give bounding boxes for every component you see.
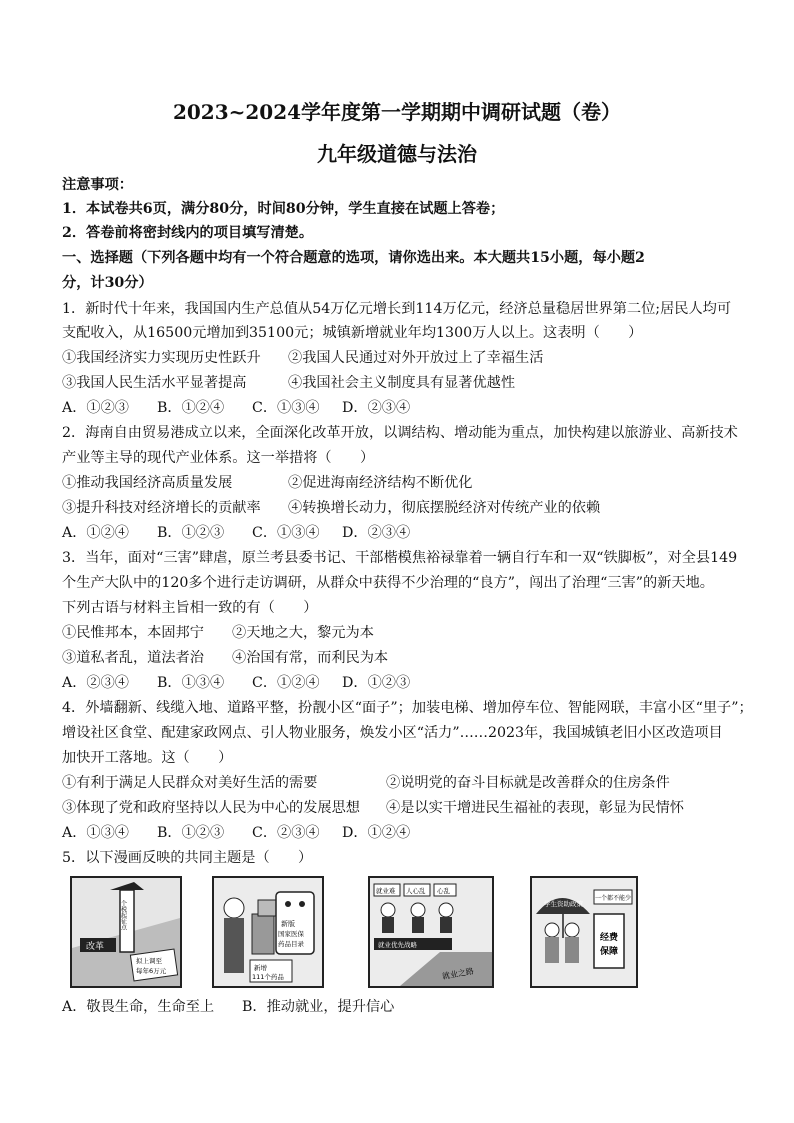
q4-choice-d[interactable]: D．①②④ <box>342 825 411 841</box>
q2-choice-d[interactable]: D．②③④ <box>342 525 411 541</box>
cartoon-student-aid <box>530 876 638 988</box>
cartoon-3-label-hard: 就业难 <box>376 887 396 895</box>
cartoon-2-label-count: 111个药品 <box>252 973 284 981</box>
exam-subject: 九年级道德与法治 <box>317 142 477 166</box>
notice-item-1: 1．本试卷共6页，满分80分，时间80分钟，学生直接在试题上答卷； <box>62 201 505 217</box>
q4-statement-1: ①有利于满足人民群众对美好生活的需要 <box>62 775 318 791</box>
cartoon-4-drawing <box>532 878 636 986</box>
q1-choices <box>62 399 410 417</box>
q3-statement-1: ①民惟邦本，本固邦宁 <box>62 625 204 641</box>
notice-heading: 注意事项： <box>62 177 133 193</box>
cartoon-3-label-road: 就业之路 <box>441 966 475 982</box>
cartoon-4-label-policy: 学生资助政策 <box>544 900 583 908</box>
notice-item-2: 2．答卷前将密封线内的项目填写清楚。 <box>62 225 314 241</box>
q2-stem: 2．海南自由贸易港成立以来，全面深化改革开放，以调结构、增动能为重点，加快构建以旅游业、高新技术 <box>62 425 738 441</box>
q4-statement-2: ②说明党的奋斗目标就是改善群众的住房条件 <box>386 775 670 791</box>
cartoon-4-label-none-left: 一个都不能少 <box>595 895 632 902</box>
q1-statement-1: ①我国经济实力实现历史性跃升 <box>62 350 261 366</box>
cartoon-4-label-guarantee: 保障 <box>600 947 619 957</box>
section-heading: 一、选择题（下列各题中均有一个符合题意的选项，请你选出来。本大题共15小题，每小题2 <box>62 250 645 266</box>
cartoon-3-label-strategy: 就业优先战略 <box>378 941 417 949</box>
cartoon-2-drawing <box>214 878 322 986</box>
q2-choice-a[interactable]: A．①②④ <box>62 525 129 541</box>
q4-choice-b[interactable]: B．①②③ <box>157 825 225 841</box>
q5-choice-b[interactable]: B．推动就业，提升信心 <box>242 999 395 1015</box>
q1-choice-c[interactable]: C．①③④ <box>252 400 320 416</box>
q1-stem: 1．新时代十年来，我国国内生产总值从54万亿元增长到114万亿元，经济总量稳居世界第二位;居民人均可 <box>62 301 732 317</box>
q1-statement-3: ③我国人民生活水平显著提高 <box>62 375 247 391</box>
q2-statement-1: ①推动我国经济高质量发展 <box>62 475 233 491</box>
exam-title: 2023~2024学年度第一学期期中调研试题（卷） <box>172 100 622 124</box>
q2-statement-2: ②促进海南经济结构不断优化 <box>288 475 473 491</box>
q3-stem-cont: 个生产大队中的120多个进行走访调研，从群众中获得不少治理的“良方”，闯出了治理“三害”的新天地。 <box>62 575 714 591</box>
q4-statement-4: ④是以实干增进民生福祉的表现，彰显为民情怀 <box>386 800 684 816</box>
q3-stem-cont2: 下列古语与材料主旨相一致的有（ ） <box>62 600 318 616</box>
q4-choice-c[interactable]: C．②③④ <box>252 825 320 841</box>
q1-statement-2: ②我国人民通过对外开放过上了幸福生活 <box>288 350 544 366</box>
cartoon-2-label-new: 新版 <box>281 920 295 928</box>
cartoon-employment <box>368 876 494 988</box>
q2-choices <box>62 524 410 542</box>
cartoon-2-label-insurance: 国家医保 <box>278 930 304 938</box>
q3-statement-4: ④治国有常，而利民为本 <box>232 650 389 666</box>
cartoon-1-label-reform: 改革 <box>86 942 105 952</box>
q4-statement-3: ③体现了党和政府坚持以人民为中心的发展思想 <box>62 800 360 816</box>
cartoon-1-label-threshold: 个税起征点 <box>119 900 127 930</box>
q3-choice-c[interactable]: C．①②④ <box>252 675 320 691</box>
q1-choice-a[interactable]: A．①②③ <box>62 400 129 416</box>
cartoon-2-label-druglist: 药品目录 <box>278 940 304 948</box>
q1-stem-cont: 支配收入，从16500元增加到35100元；城镇新增就业年均1300万人以上。这表明（ ） <box>62 325 643 341</box>
q3-statement-3: ③道私者乱，道法者治 <box>62 650 204 666</box>
q4-choice-a[interactable]: A．①③④ <box>62 825 129 841</box>
q1-choice-b[interactable]: B．①②④ <box>157 400 225 416</box>
q2-statement-4: ④转换增长动力，彻底摆脱经济对传统产业的依赖 <box>288 500 601 516</box>
section-heading-cont: 分，计30分） <box>62 275 153 291</box>
q5-stem: 5．以下漫画反映的共同主题是（ ） <box>62 850 313 866</box>
cartoon-3-label-heart: 心乱 <box>437 887 450 895</box>
q1-choice-d[interactable]: D．②③④ <box>342 400 411 416</box>
q4-choices <box>62 824 410 842</box>
q5-choice-a[interactable]: A．敬畏生命，生命至上 <box>62 999 215 1015</box>
q5-choices <box>62 998 394 1016</box>
q1-statement-4: ④我国社会主义制度具有显著优越性 <box>288 375 516 391</box>
q3-choice-b[interactable]: B．①③④ <box>157 675 225 691</box>
q2-choice-b[interactable]: B．①②③ <box>157 525 225 541</box>
q3-stem: 3．当年，面对“三害”肆虐，原兰考县委书记、干部楷模焦裕禄靠着一辆自行车和一双“铁脚板”，对全县149 <box>62 550 738 566</box>
cartoon-1-drawing <box>72 878 180 986</box>
q4-stem-cont2: 加快开工落地。这（ ） <box>62 750 233 766</box>
q3-statement-2: ②天地之大，黎元为本 <box>232 625 374 641</box>
q3-choice-d[interactable]: D．①②③ <box>342 675 411 691</box>
cartoon-1-label-raise: 拟上调至 <box>136 957 162 965</box>
cartoon-3-drawing <box>370 878 492 986</box>
cartoon-2-label-added: 新增 <box>254 964 267 972</box>
q3-choices <box>62 674 410 692</box>
cartoon-3-label-chaos: 人心乱 <box>406 887 426 895</box>
q2-stem-cont: 产业等主导的现代产业体系。这一举措将（ ） <box>62 450 375 466</box>
q4-stem: 4．外墙翻新、线缆入地、道路平整，扮靓小区“面子”；加装电梯、增加停车位、智能网联，丰富小区“里子”； <box>62 700 753 716</box>
q2-statement-3: ③提升科技对经济增长的贡献率 <box>62 500 261 516</box>
q4-stem-cont: 增设社区食堂、配建家政网点、引人物业服务，焕发小区“活力”……2023年，我国城镇老旧小区改造项目 <box>62 725 723 741</box>
cartoon-1-label-amount: 每年6万元 <box>136 967 167 975</box>
cartoon-tax-threshold <box>70 876 182 988</box>
q3-choice-a[interactable]: A．②③④ <box>62 675 129 691</box>
q2-choice-c[interactable]: C．①③④ <box>252 525 320 541</box>
cartoon-medical-insurance <box>212 876 324 988</box>
cartoon-4-label-funding: 经费 <box>600 933 619 943</box>
